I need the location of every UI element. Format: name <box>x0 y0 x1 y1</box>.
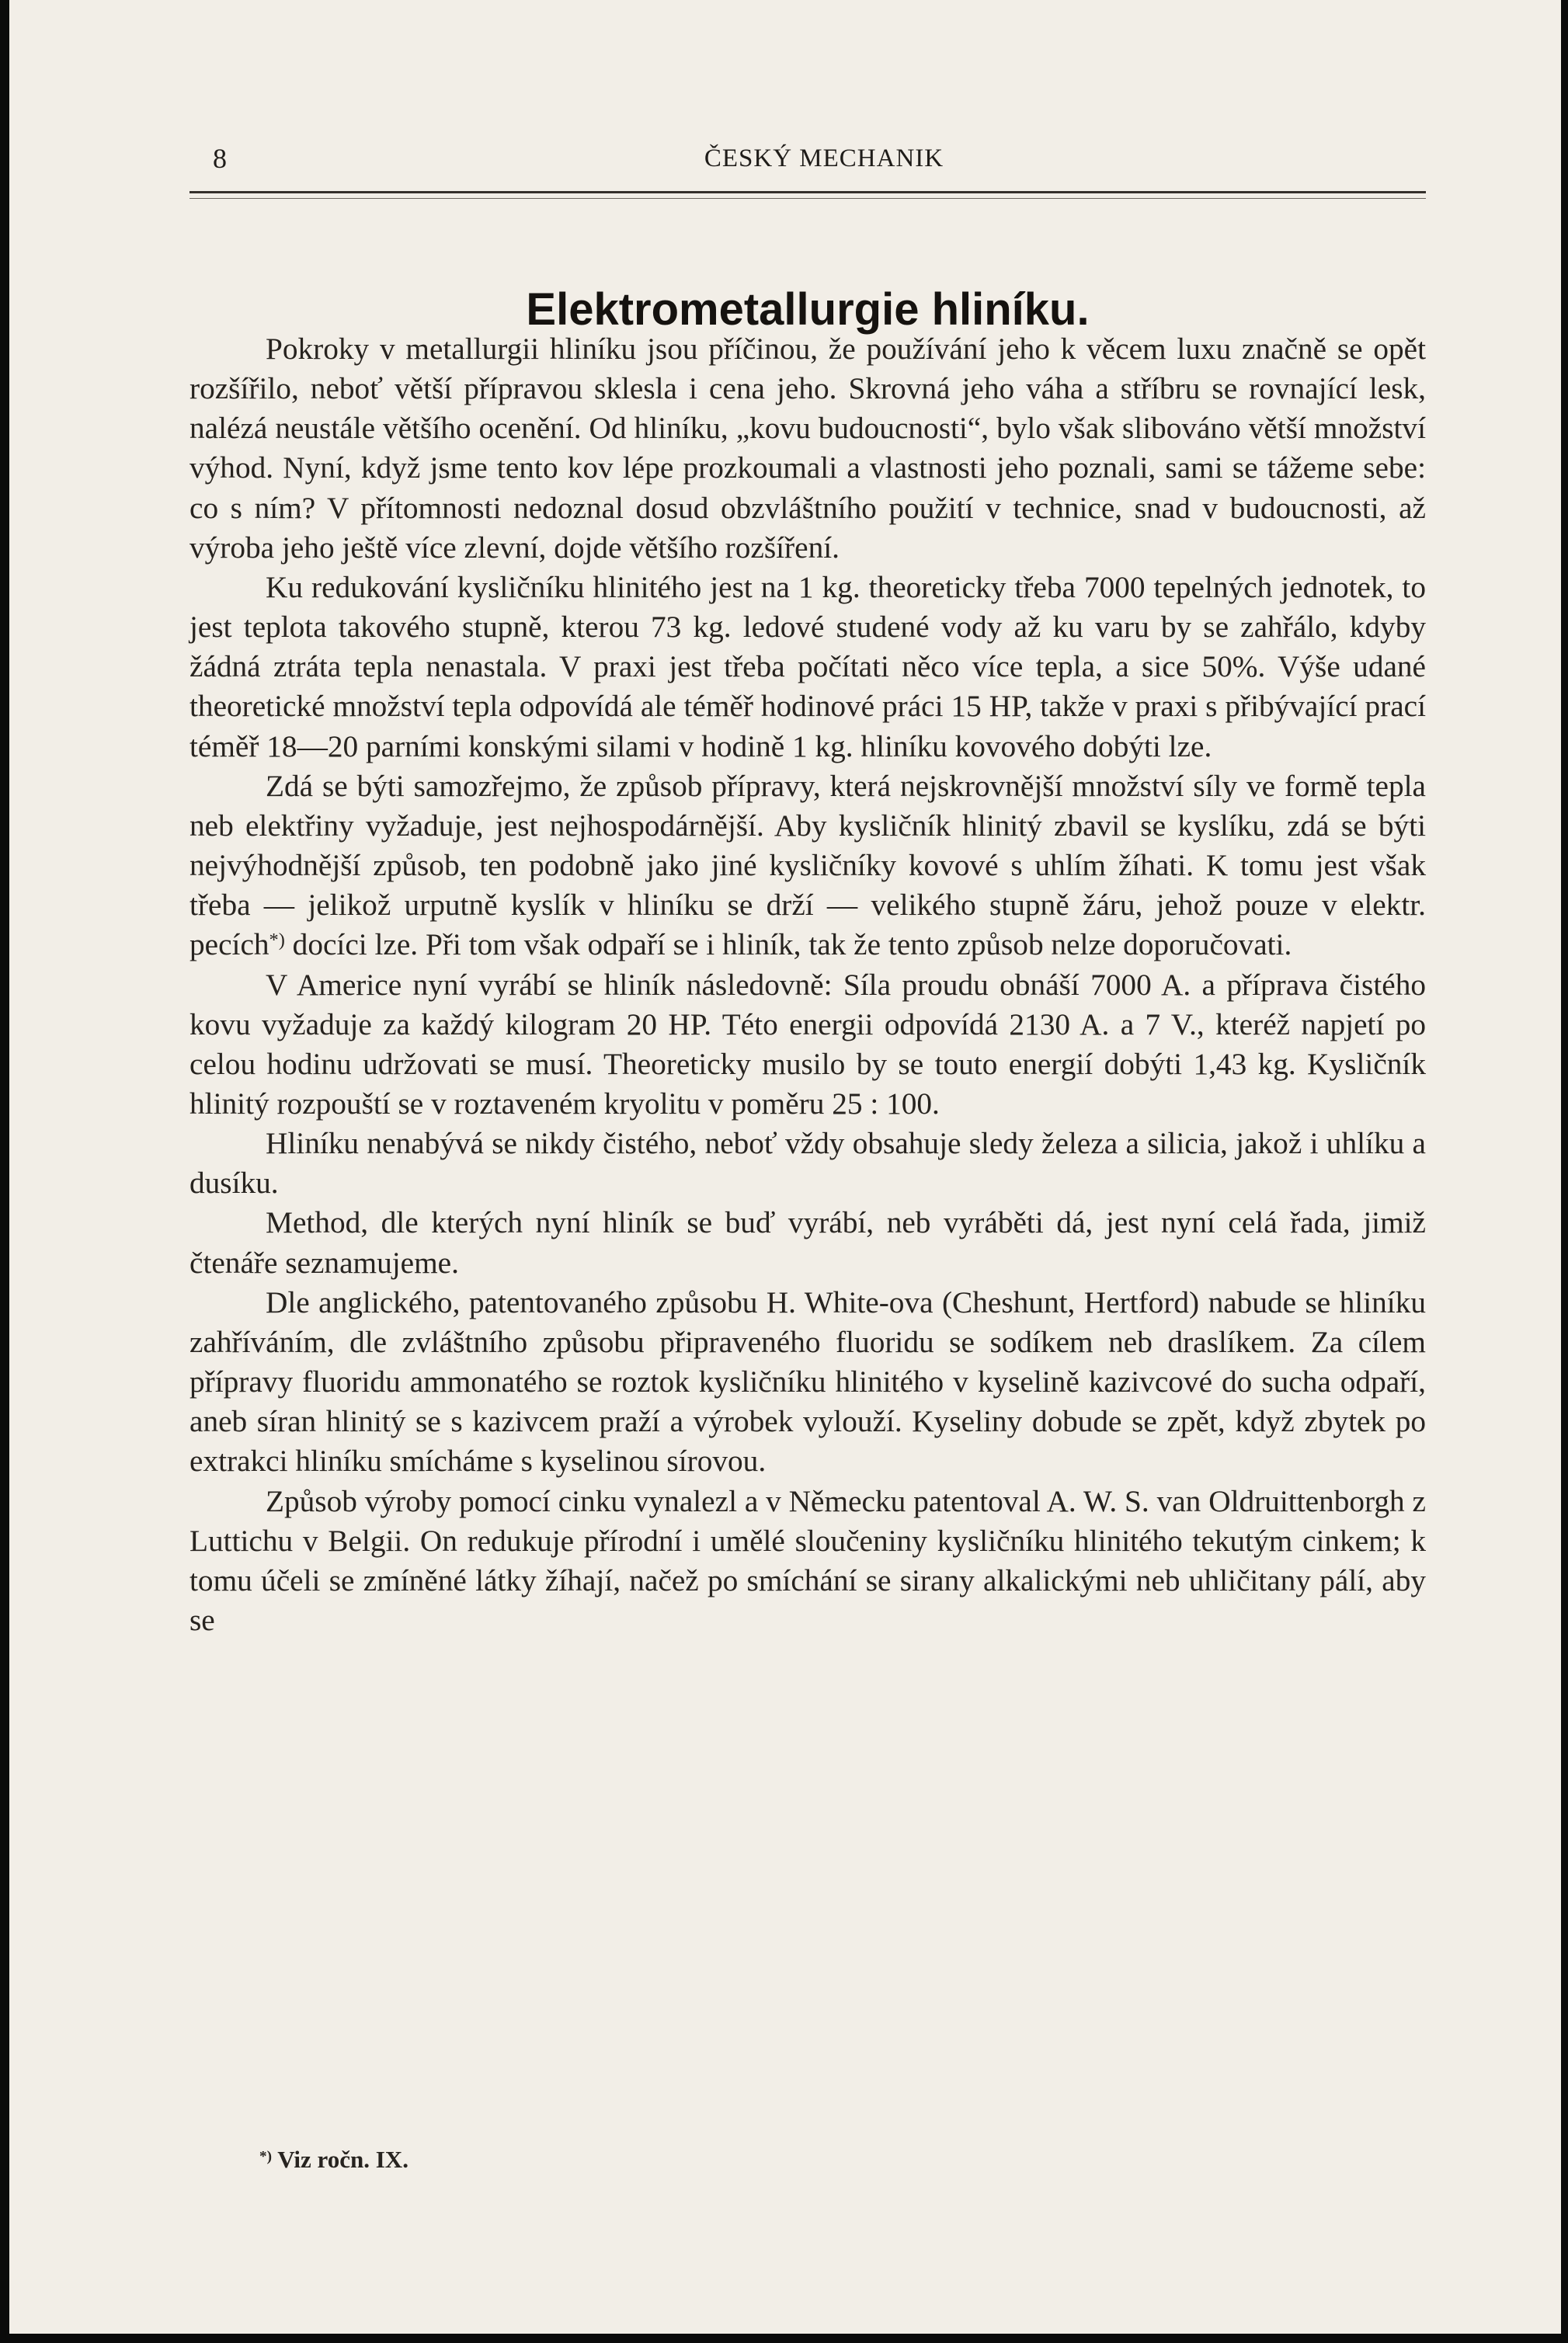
paragraph-1: Pokroky v metallurgii hliníku jsou příčinou, že používání jeho k věcem luxu značně se opět rozšířilo, neboť větší přípravou sklesla i cena jeho. Skrovná jeho váha a stříbru se rovnající lesk, nalézá neustále většího ocenění. Od hliníku, „kovu budoucnosti“, bylo však slibováno větší množství výhod. Nyní, když jsme tento kov lépe prozkoumali a vlastnosti jeho poznali, sami se tážeme sebe: co s ním? V přítomnosti nedoznal dosud obzvláštního použití v technice, snad v budoucnosti, až výroba jeho ještě více zlevní, dojde většího rozšíření. <box>189 332 1426 565</box>
page-number: 8 <box>213 143 227 174</box>
article-body <box>189 329 1426 2125</box>
paragraph-3-before-footnote: Zdá se býti samozřejmo, že způsob přípravy, která nejskrovnější množství síly ve formě tepla neb elektřiny vyžaduje, jest nejhospodárnější. Aby kysličník hlinitý zbavil se kyslíku, zdá se býti nejvýhodnější způsob, ten podobně jako jiné kysličníky kovové s uhlím žíhati. K tomu jest však třeba — jelikož urputně kyslík v hliníku se drží — velikého stupně žáru, jehož pouze v elektr. pecích <box>189 768 1426 962</box>
paragraph-8: Způsob výroby pomocí cinku vynalezl a v Německu patentoval A. W. S. van Oldruittenborgh z Luttichu v Belgii. On redukuje přírodní i umělé sloučeniny kysličníku hlinitého tekutým cinkem; k tomu účeli se zmíněné látky žíhají, načež po smíchání se sirany alkalickými neb uhličitany pálí, aby se <box>189 1483 1426 1637</box>
paragraph-7: Dle anglického, patentovaného způsobu H. White-ova (Cheshunt, Hertford) nabude se hliníku zahříváním, dle zvláštního způsobu připraveného fluoridu se sodíkem neb draslíkem. Za cílem přípravy fluoridu ammonatého se roztok kysličníku hlinitého v kyselině kazivcové do sucha odpaří, aneb síran hlinitý se s kazivcem praží a výrobek vylouží. Kyseliny dobude se zpět, když zbytek po extrakci hliníku smícháme s kyselinou sírovou. <box>189 1284 1426 1479</box>
page-header <box>213 137 1435 180</box>
header-rule-thick <box>189 191 1426 193</box>
paragraph-3 <box>189 767 1426 965</box>
footnote-reference: *) <box>269 930 285 951</box>
header-rule-thin <box>189 198 1426 199</box>
scanned-page <box>9 0 1561 2334</box>
paragraph-3-after-footnote: docíci lze. Při tom však odpaří se i hliník, tak že tento způsob nelze doporučovati. <box>284 927 1292 962</box>
paragraph-2: Ku redukování kysličníku hlinitého jest na 1 kg. theoreticky třeba 7000 tepelných jednotek, to jest teplota takového stupně, kterou 73 kg. ledové studené vody až ku varu by se zahřálo, kdyby žádná ztráta tepla nenastala. V praxi jest třeba počítati něco více tepla, a sice 50%. Výše udané theoretické množství tepla odpovídá ale téměř hodinové práci 15 HP, takže v praxi s přibývající prací téměř 18—20 parními konskými silami v hodině 1 kg. hliníku kovového dobýti lze. <box>189 569 1426 763</box>
paragraph-5: Hliníku nenabývá se nikdy čistého, neboť vždy obsahuje sledy železa a silicia, jakož i uhlíku a dusíku. <box>189 1126 1426 1201</box>
paragraph-6: Method, dle kterých nyní hliník se buď vyrábí, neb vyráběti dá, jest nyní celá řada, jimiž čtenáře seznamujeme. <box>189 1205 1426 1280</box>
footnote <box>259 2141 1269 2178</box>
paragraph-4: V Americe nyní vyrábí se hliník následovně: Síla proudu obnáší 7000 A. a příprava čistého kovu vyžaduje za každý kilogram 20 HP. Této energii odpovídá 2130 A. a 7 V., kteréž napjetí po celou hodinu udržovati se musí. Theoreticky musilo by se touto energií dobýti 1,43 kg. Kysličník hlinitý rozpouští se v roztaveném kryolitu v poměru 25 : 100. <box>189 967 1426 1121</box>
footnote-text: Viz ročn. IX. <box>272 2146 409 2173</box>
article-title: Elektrometallurgie hliníku. <box>526 283 1090 335</box>
running-title: ČESKÝ MECHANIK <box>704 144 944 172</box>
footnote-mark: *) <box>259 2148 272 2165</box>
